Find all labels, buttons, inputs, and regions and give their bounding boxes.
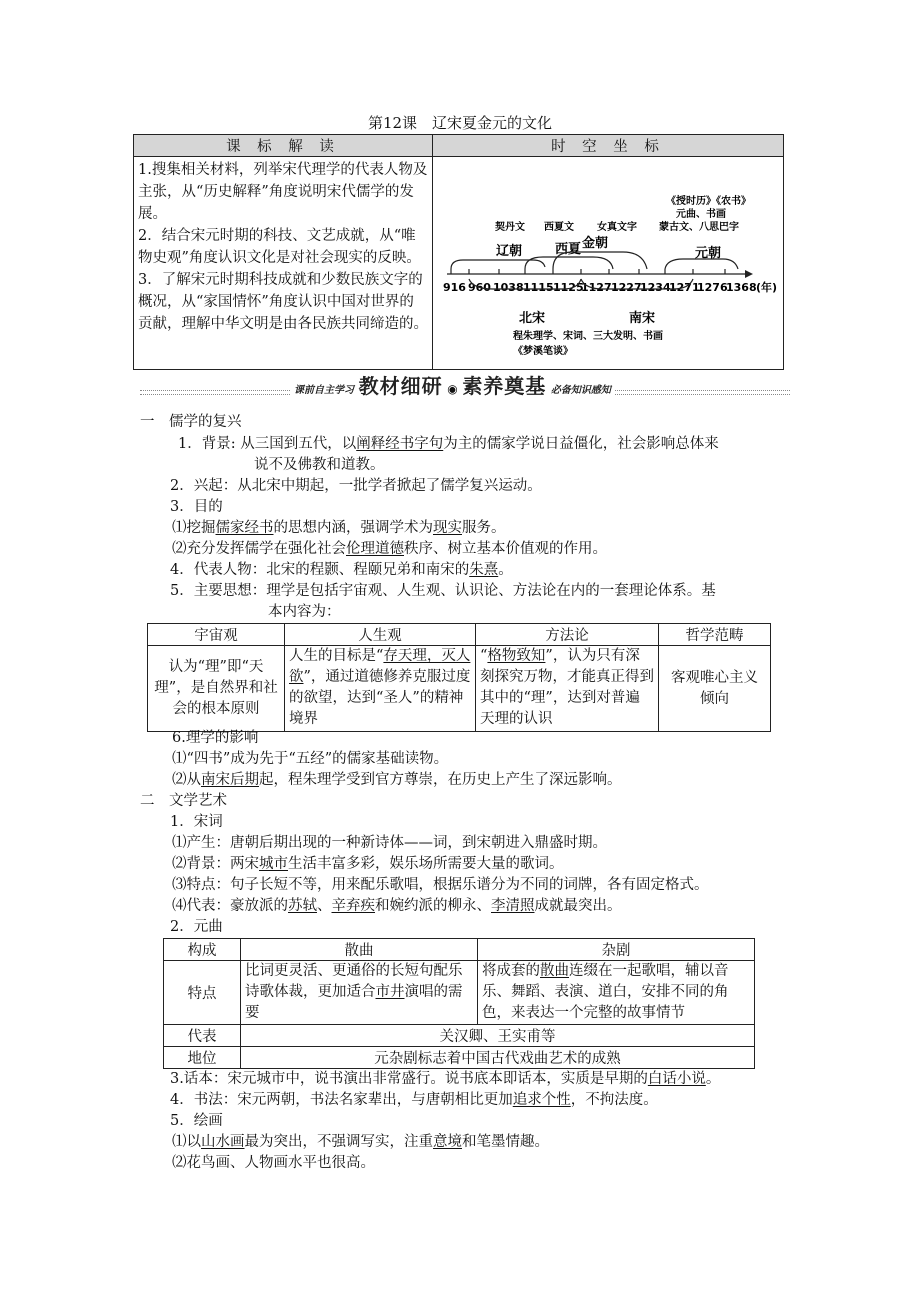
banner-main2: 素养奠基 <box>462 374 547 398</box>
lixue-method-b: ”，认为只有深刻探究万物，才能真正得到其中的“理”，达到对普遍天理的认识 <box>480 648 654 727</box>
lixue-h-cosmos: 宇宙观 <box>148 624 285 646</box>
timeline-cell <box>433 157 784 370</box>
s2-s12b: 生活丰富多彩，娱乐场所需要大量的歌词。 <box>288 856 564 872</box>
lixue-method-u: 格物致知 <box>487 648 546 664</box>
standards-cell <box>134 157 433 370</box>
lixue-h-category: 哲学范畴 <box>659 624 771 646</box>
s2-painting-1 <box>172 1132 549 1154</box>
lixue-life-a: 人生的目标是“ <box>289 648 384 664</box>
tl-year-1127: 1127 <box>581 281 612 294</box>
lixue-life <box>285 646 476 732</box>
page-title: 第12课 辽宋夏金元的文化 <box>367 114 553 132</box>
tl-arrow-icon <box>745 270 753 278</box>
lixue-cosmos: 认为“理”即“天理”，是自然界和社会的根本原则 <box>148 646 285 732</box>
tl-year-1234: 1234 <box>640 281 671 294</box>
s1-p32a: ⑵充分发挥儒学在强化社会 <box>172 541 346 557</box>
lixue-h-life: 人生观 <box>285 624 476 646</box>
s1-p1u: 阐释经书字句 <box>356 436 444 452</box>
lixue-life-u2: 灭人欲 <box>289 648 471 685</box>
tl-year-1276: 1276 <box>697 281 728 294</box>
banner-main1: 教材细研 <box>358 374 443 398</box>
tl-dynasty-southern-song: 南宋 <box>629 311 656 326</box>
s2-songci: 1．宋词 <box>170 814 223 830</box>
s2-s14a: ⑷代表：豪放派的 <box>172 898 288 914</box>
lixue-table <box>147 623 771 732</box>
s1-p31c: 服务。 <box>462 520 506 536</box>
s1-p4u: 朱熹 <box>469 562 499 578</box>
yq-rep-label: 代表 <box>164 1025 241 1047</box>
tl-year-960: 960 <box>468 281 491 294</box>
s1-purpose-1 <box>172 518 506 540</box>
s2-songci-2 <box>172 854 564 876</box>
lixue-category: 客观唯心主义倾向 <box>659 646 771 732</box>
tl-note-neo-confucianism: 程朱理学、宋词、三大发明、书画 <box>513 331 663 342</box>
s2-s4u: 追求个性 <box>512 1092 571 1108</box>
s2-s51u2: 意境 <box>433 1134 462 1150</box>
yq-r1c1b: 演唱的需要 <box>245 984 463 1021</box>
s2-painting-2: ⑵花鸟画、人物画水平也很高。 <box>172 1155 375 1171</box>
yq-r1c1a: 比词更灵活、更通俗的长短句配乐诗歌体裁，更加适合 <box>245 963 463 1000</box>
yq-r1c1u: 市井 <box>375 984 405 1000</box>
s1-p62u: 南宋后期 <box>201 772 259 788</box>
s2-s4a: 4．书法：宋元两朝，书法名家辈出，与唐朝相比更加 <box>170 1092 513 1108</box>
s2-s4b: ，不拘法度。 <box>570 1092 658 1108</box>
s1-p1a: 1．背景: 从三国到五代，以 <box>178 436 357 452</box>
tl-year-1038: 1038 <box>493 281 524 294</box>
standard-3: 3．了解宋元时期科技成就和少数民族文字的概况，从“家国情怀”角度认识中国对世界的贡献，理解中华文明是由各民族共同缔造的。 <box>138 272 428 332</box>
s1-p62b: 起，程朱理学受到官方尊崇，在历史上产生了深远影响。 <box>259 772 622 788</box>
standard-2: 2．结合宋元时期的科技、文艺成就，从“唯物史观”角度认识文化是对社会现实的反映。 <box>138 228 421 266</box>
s2-s12u: 城市 <box>259 856 288 872</box>
s1-background <box>178 434 719 456</box>
tl-dynasty-northern-song: 北宋 <box>519 311 546 326</box>
banner-text <box>290 370 615 399</box>
yq-feature-label: 特点 <box>164 961 241 1025</box>
s2-s3b: 。 <box>705 1071 721 1087</box>
yq-status-value: 元杂剧标志着中国古代戏曲艺术的成熟 <box>241 1047 755 1069</box>
section1-heading: 一 儒学的复兴 <box>140 414 242 430</box>
s1-p31a: ⑴挖掘 <box>172 520 216 536</box>
s2-s51c: 和笔墨情趣。 <box>462 1134 549 1150</box>
s1-p31u2: 现实 <box>433 520 462 536</box>
banner-arrow-icon: ◉ <box>447 382 458 396</box>
tl-label-khitan: 契丹文 <box>495 222 525 233</box>
yq-zaju-feature <box>478 961 755 1025</box>
yq-r1c2u: 散曲 <box>540 963 569 979</box>
yq-h-sanqu: 散曲 <box>241 939 478 961</box>
s2-s14u2: 辛弃疾 <box>331 898 375 914</box>
s1-purpose-2 <box>172 539 607 561</box>
s2-huaben <box>170 1069 720 1091</box>
yuanqu-table <box>163 938 755 1069</box>
s2-s3a: 3.话本：宋元城市中，说书演出非常盛行。说书底本即话本，实质是早期的 <box>170 1071 648 1087</box>
lixue-method-a: “ <box>480 648 488 664</box>
s2-s51u1: 山水画 <box>201 1134 245 1150</box>
standard-1: 1.搜集相关材料，列举宋代理学的代表人物及主张，从“历史解释”角度说明宋代儒学的发展。 <box>138 162 428 222</box>
standards-timeline-table <box>133 134 784 370</box>
tl-year-1115: 1115 <box>523 281 554 294</box>
s2-s14u3: 李清照 <box>491 898 535 914</box>
s2-s3u: 白话小说 <box>647 1071 706 1087</box>
s1-rise: 2．兴起：从北宋中期起，一批学者掀起了儒学复兴运动。 <box>170 478 542 494</box>
s1-p4b: 。 <box>498 562 513 578</box>
s2-s51a: ⑴以 <box>172 1134 201 1150</box>
tl-dynasty-xixia: 西夏 <box>555 242 582 257</box>
lixue-method <box>476 646 659 732</box>
s1-p31u1: 儒家经书 <box>215 520 274 536</box>
tl-ticks <box>451 269 725 274</box>
s1-main-thought-cont: 本内容为： <box>268 604 341 620</box>
s2-songci-3: ⑶特点：句子长短不等，用来配乐歌唱，根据乐谱分为不同的词牌，各有固定格式。 <box>172 877 709 893</box>
section2-heading: 二 文学艺术 <box>140 793 227 809</box>
s2-painting: 5．绘画 <box>170 1113 223 1129</box>
s1-p32u: 伦理道德 <box>346 541 404 557</box>
s1-influence-2 <box>172 770 622 792</box>
s1-p1b: 为主的儒家学说日益僵化，社会影响总体来 <box>443 436 719 452</box>
tl-year-unit: (年) <box>756 281 778 294</box>
s1-influence-1: ⑴“四书”成为先于“五经”的儒家基础读物。 <box>172 751 449 767</box>
s2-s51b: 最为突出，不强调写实，注重 <box>244 1134 433 1150</box>
lixue-life-u1: 存天理， <box>383 648 442 664</box>
banner-left: 课前自主学习 <box>294 385 354 396</box>
tl-year-1125: 1125 <box>553 281 584 294</box>
tl-label-jurchen: 女真文字 <box>597 222 637 233</box>
lixue-life-b: ”，通过道德修养克服过度的欲望，达到“圣人”的精神境界 <box>289 669 471 727</box>
tl-year-916: 916 <box>443 281 466 294</box>
s1-purpose: 3．目的 <box>170 499 223 515</box>
standards-header: 课 标 解 读 <box>134 135 433 157</box>
yq-rep-value: 关汉卿、王实甫等 <box>241 1025 755 1047</box>
s1-p32b: 秩序、树立基本价值观的作用。 <box>404 541 607 557</box>
yq-r1c2a: 将成套的 <box>482 963 540 979</box>
s1-main-thought: 5．主要思想：理学是包括宇宙观、人生观、认识论、方法论在内的一套理论体系。基 <box>170 583 716 599</box>
s2-s14b: 、 <box>317 898 332 914</box>
yq-h-zaju: 杂剧 <box>478 939 755 961</box>
tl-dynasty-yuan: 元朝 <box>695 246 722 261</box>
s1-influence: 6.理学的影响 <box>172 730 259 746</box>
tl-dynasty-liao: 辽朝 <box>496 244 523 259</box>
s2-yuanqu: 2．元曲 <box>170 919 223 935</box>
tl-year-1227: 1227 <box>611 281 642 294</box>
s2-s14u1: 苏轼 <box>288 898 317 914</box>
s2-s12a: ⑵背景：两宋 <box>172 856 259 872</box>
yq-h-component: 构成 <box>164 939 241 961</box>
yq-r1c2b: 连缀在一起歌唱，辅以音乐、舞蹈、表演、道白，安排不同的角色，来表达一个完整的故事情节 <box>482 963 729 1021</box>
tl-label-shoushi: 《授时历》《农书》 <box>666 196 751 207</box>
s2-calligraphy <box>170 1090 658 1112</box>
yq-status-label: 地位 <box>164 1047 241 1069</box>
s1-representatives <box>170 560 513 582</box>
s1-background-cont: 说不及佛教和道教。 <box>254 457 385 473</box>
tl-year-1271: 1271 <box>669 281 700 294</box>
s2-songci-1: ⑴产生：唐朝后期出现的一种新诗体——词，到宋朝进入鼎盛时期。 <box>172 835 607 851</box>
section-banner <box>140 370 790 404</box>
s1-p62a: ⑵从 <box>172 772 201 788</box>
tl-label-mongol: 蒙古文、八思巴字 <box>659 222 739 233</box>
timeline-diagram <box>433 157 783 369</box>
tl-label-yuanqu: 元曲、书画 <box>676 209 726 220</box>
s2-s14d: 成就最突出。 <box>534 898 622 914</box>
banner-right: 必备知识感知 <box>550 385 611 396</box>
tl-note-mengxi: 《梦溪笔谈》 <box>513 346 573 357</box>
s2-songci-4 <box>172 896 622 918</box>
s2-s14c: 和婉约派的柳永、 <box>375 898 491 914</box>
tl-dynasty-jin: 金朝 <box>582 236 609 251</box>
tl-year-1368: 1368 <box>726 281 757 294</box>
tl-label-xixia-script: 西夏文 <box>544 222 574 233</box>
lixue-h-method: 方法论 <box>476 624 659 646</box>
s1-p31b: 的思想内涵，强调学术为 <box>273 520 433 536</box>
timeline-header: 时 空 坐 标 <box>433 135 784 157</box>
yq-sanqu-feature <box>241 961 478 1025</box>
s1-p4a: 4．代表人物：北宋的程颢、程颐兄弟和南宋的 <box>170 562 470 578</box>
